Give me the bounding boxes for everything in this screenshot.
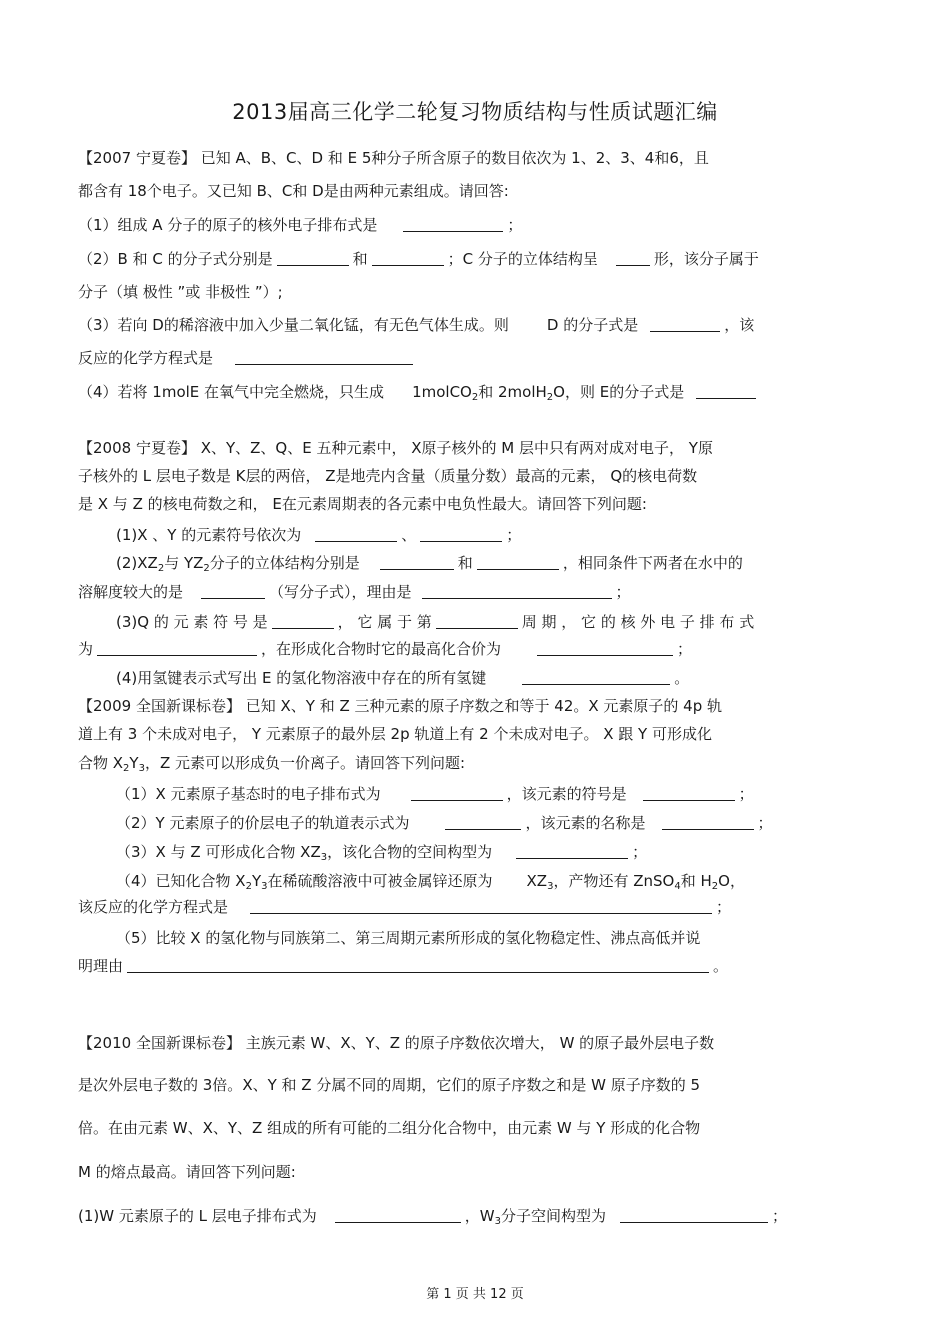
question-text: ，相同条件下两者在水中的 <box>562 554 743 572</box>
answer-blank[interactable] <box>422 583 612 599</box>
answer-blank[interactable] <box>380 554 454 570</box>
q2007-part-3 <box>78 315 754 335</box>
q2010-intro-line-2: 是次外层电子数的 3倍。X、Y 和 Z 分属不同的周期，它们的原子序数之和是 W 原子序数的 5 <box>78 1076 701 1094</box>
answer-blank[interactable] <box>620 1207 768 1223</box>
answer-blank[interactable] <box>127 957 709 973</box>
q2008-part-1 <box>116 525 521 545</box>
question-text: ，产物还有 ZnSO <box>553 872 675 890</box>
answer-blank[interactable] <box>97 640 257 656</box>
page-title: 2013届高三化学二轮复习物质结构与性质试题汇编 <box>232 100 718 124</box>
question-text: ；C 分子的立体结构呈 <box>447 250 598 268</box>
question-text: ； <box>771 1207 787 1225</box>
answer-blank[interactable] <box>420 526 502 542</box>
q2010-part-1 <box>78 1206 787 1226</box>
question-text: ； <box>677 640 693 658</box>
question-text: O，则 E的分子式是 <box>553 383 685 401</box>
q2008-intro-line-2: 子核外的 L 层电子数是 K层的两倍， Z是地壳内含量（质量分数）最高的元素， Q的核电荷数 <box>78 467 698 485</box>
question-text: （1）X 元素原子基态时的电子排布式为 <box>116 785 381 803</box>
answer-blank[interactable] <box>445 814 521 830</box>
question-text: ； <box>738 785 754 803</box>
q2008-part-3-cont <box>78 639 692 659</box>
question-text: D 的分子式是 <box>546 316 639 334</box>
q2009-part-3 <box>116 842 647 862</box>
question-text: 已知 A、B、C、D 和 E 5种分子所含原子的数目依次为 1、2、3、4和6，且 <box>195 149 709 167</box>
answer-blank[interactable] <box>372 250 444 266</box>
answer-blank[interactable] <box>477 554 559 570</box>
question-text: X、Y、Z、Q、E 五种元素中， X原子核外的 M 层中只有两对成对电子， Y原 <box>195 439 713 457</box>
question-text: （4）已知化合物 X <box>116 872 246 890</box>
question-text: （写分子式），理由是 <box>269 583 412 601</box>
question-text: (4)用氢键表示式写出 E 的氢化物溶液中存在的所有氢键 <box>116 669 487 687</box>
question-text: 溶解度较大的是 <box>78 583 184 601</box>
question-text: ，在形成化合物时它的最高化合价为 <box>261 640 502 658</box>
question-text: XZ <box>526 872 548 890</box>
question-text: ，该元素的符号是 <box>506 785 627 803</box>
q2009-intro-line-3 <box>78 753 465 773</box>
answer-blank[interactable] <box>436 613 518 629</box>
q2007-intro-line-2: 都含有 18个电子。又已知 B、C和 D是由两种元素组成。请回答: <box>78 182 509 200</box>
subscript: 2 <box>711 881 719 892</box>
subscript: 2 <box>546 392 554 403</box>
q2007-part-3-cont <box>78 348 417 368</box>
q2008-part-4 <box>116 668 689 688</box>
question-text: 。 <box>713 957 729 975</box>
q2007-part-2 <box>78 249 759 269</box>
answer-blank[interactable] <box>616 250 650 266</box>
question-text: ， 它 属 于 第 <box>337 613 432 631</box>
q2007-source-tag: 【2007 宁夏卷】 <box>78 149 196 167</box>
q2008-part-3 <box>116 612 754 632</box>
subscript: 3 <box>494 1216 501 1227</box>
q2007-part-2-cont: 分子（填 极性 ”或 非极性 ”）; <box>78 283 283 301</box>
q2009-part-1 <box>116 784 754 804</box>
question-text: （3）若向 D的稀溶液中加入少量二氧化锰，有无色气体生成。则 <box>78 316 509 334</box>
answer-blank[interactable] <box>403 216 503 232</box>
question-text: 为 <box>78 640 94 658</box>
question-text: 和 H <box>680 872 712 890</box>
question-text: 和 2molH <box>478 383 547 401</box>
question-text: ，Z 元素可以形成负一价离子。请回答下列问题: <box>144 754 466 772</box>
question-text: (3)Q 的 元 素 符 号 是 <box>116 613 268 631</box>
question-text: 已知 X、Y 和 Z 三种元素的原子序数之和等于 42。X 元素原子的 4p 轨 <box>240 697 723 715</box>
answer-blank[interactable] <box>235 349 413 365</box>
q2007-part-4 <box>78 382 760 402</box>
answer-blank[interactable] <box>315 526 397 542</box>
q2009-part-4-cont <box>78 897 731 917</box>
question-text: (1)W 元素原子的 L 层电子排布式为 <box>78 1207 317 1225</box>
question-text: ； <box>757 814 773 832</box>
question-text: ； <box>632 843 648 861</box>
question-text: 和 <box>352 250 368 268</box>
subscript: 2 <box>203 563 210 574</box>
q2009-intro-line-1 <box>78 696 722 716</box>
q2009-intro-line-2: 道上有 3 个未成对电子， Y 元素原子的最外层 2p 轨道上有 2 个未成对电子。 X 跟 Y 可形成化 <box>78 725 712 743</box>
answer-blank[interactable] <box>335 1207 461 1223</box>
answer-blank[interactable] <box>522 669 670 685</box>
q2010-intro-line-1 <box>78 1033 714 1053</box>
subscript: 3 <box>138 763 145 774</box>
question-text: ，该 <box>724 316 755 334</box>
question-text: Y <box>251 872 262 890</box>
q2009-part-5: （5）比较 X 的氢化物与同族第二、第三周期元素所形成的氢化物稳定性、沸点高低并说 <box>116 929 701 947</box>
subscript: 2 <box>123 763 130 774</box>
answer-blank[interactable] <box>411 785 503 801</box>
question-text: 在稀硫酸溶液中可被金属锌还原为 <box>267 872 493 890</box>
q2010-intro-line-4: M 的熔点最高。请回答下列问题: <box>78 1163 296 1181</box>
question-text: 分子空间构型为 <box>500 1207 606 1225</box>
question-text: ； <box>507 216 523 234</box>
subscript: 2 <box>157 563 165 574</box>
q2008-part-2-cont <box>78 582 631 602</box>
answer-blank[interactable] <box>277 250 349 266</box>
answer-blank[interactable] <box>516 843 628 859</box>
subscript: 4 <box>674 881 681 892</box>
question-text: 主族元素 W、X、Y、Z 的原子序数依次增大， W 的原子最外层电子数 <box>240 1034 715 1052</box>
answer-blank[interactable] <box>696 383 756 399</box>
q2008-source-tag: 【2008 宁夏卷】 <box>78 439 196 457</box>
answer-blank[interactable] <box>662 814 754 830</box>
question-text: （2）Y 元素原子的价层电子的轨道表示式为 <box>116 814 410 832</box>
question-text: 合物 X <box>78 754 124 772</box>
question-text: ； <box>716 898 732 916</box>
subscript: 3 <box>320 852 328 863</box>
question-text: （2）B 和 C 的分子式分别是 <box>78 250 273 268</box>
answer-blank[interactable] <box>250 898 712 914</box>
question-text: ； <box>506 526 522 544</box>
question-text: ，W <box>464 1207 495 1225</box>
question-text: 反应的化学方程式是 <box>78 349 214 367</box>
question-text: 明理由 <box>78 957 124 975</box>
page-footer: 第 1 页 共 12 页 <box>426 1287 524 1302</box>
q2009-source-tag: 【2009 全国新课标卷】 <box>78 697 241 715</box>
question-text: (1)X 、Y 的元素符号依次为 <box>116 526 302 544</box>
q2009-part-2 <box>116 813 773 833</box>
question-text: 、 <box>401 526 417 544</box>
question-text: （4）若将 1molE 在氧气中完全燃烧，只生成 <box>78 383 385 401</box>
answer-blank[interactable] <box>650 316 720 332</box>
answer-blank[interactable] <box>201 583 265 599</box>
q2010-intro-line-3: 倍。在由元素 W、X、Y、Z 组成的所有可能的二组分化合物中，由元素 W 与 Y 形成的化合物 <box>78 1119 701 1137</box>
question-text: 。 <box>674 669 690 687</box>
q2008-intro-line-3: 是 X 与 Z 的核电荷数之和， E在元素周期表的各元素中电负性最大。请回答下列问题: <box>78 495 647 513</box>
answer-blank[interactable] <box>537 640 673 656</box>
answer-blank[interactable] <box>272 613 334 629</box>
question-text: O， <box>718 872 745 890</box>
q2009-part-4 <box>116 871 745 891</box>
subscript: 2 <box>471 392 479 403</box>
question-text: ，该化合物的空间构型为 <box>327 843 493 861</box>
question-text: ； <box>615 583 631 601</box>
subscript: 3 <box>261 881 268 892</box>
question-text: 和 <box>457 554 473 572</box>
subscript: 3 <box>547 881 554 892</box>
question-text: ，该元素的名称是 <box>525 814 646 832</box>
subscript: 2 <box>245 881 252 892</box>
question-text: 形，该分子属于 <box>653 250 759 268</box>
q2007-intro-line-1 <box>78 148 709 168</box>
q2009-part-5-cont <box>78 956 728 976</box>
question-text: 与 YZ <box>164 554 204 572</box>
q2010-source-tag: 【2010 全国新课标卷】 <box>78 1034 241 1052</box>
question-text: 该反应的化学方程式是 <box>78 898 229 916</box>
q2007-part-1 <box>78 215 522 235</box>
q2008-intro-line-1 <box>78 438 713 458</box>
question-text: 分子的立体结构分别是 <box>209 554 360 572</box>
question-text: Y <box>129 754 139 772</box>
q2008-part-2 <box>116 553 743 573</box>
question-text: 1molCO <box>412 383 472 401</box>
question-text: 周 期 ， 它 的 核 外 电 子 排 布 式 <box>521 613 755 631</box>
question-text: (2)XZ <box>116 554 158 572</box>
question-text: （3）X 与 Z 可形成化合物 XZ <box>116 843 321 861</box>
answer-blank[interactable] <box>643 785 735 801</box>
question-text: （1）组成 A 分子的原子的核外电子排布式是 <box>78 216 378 234</box>
